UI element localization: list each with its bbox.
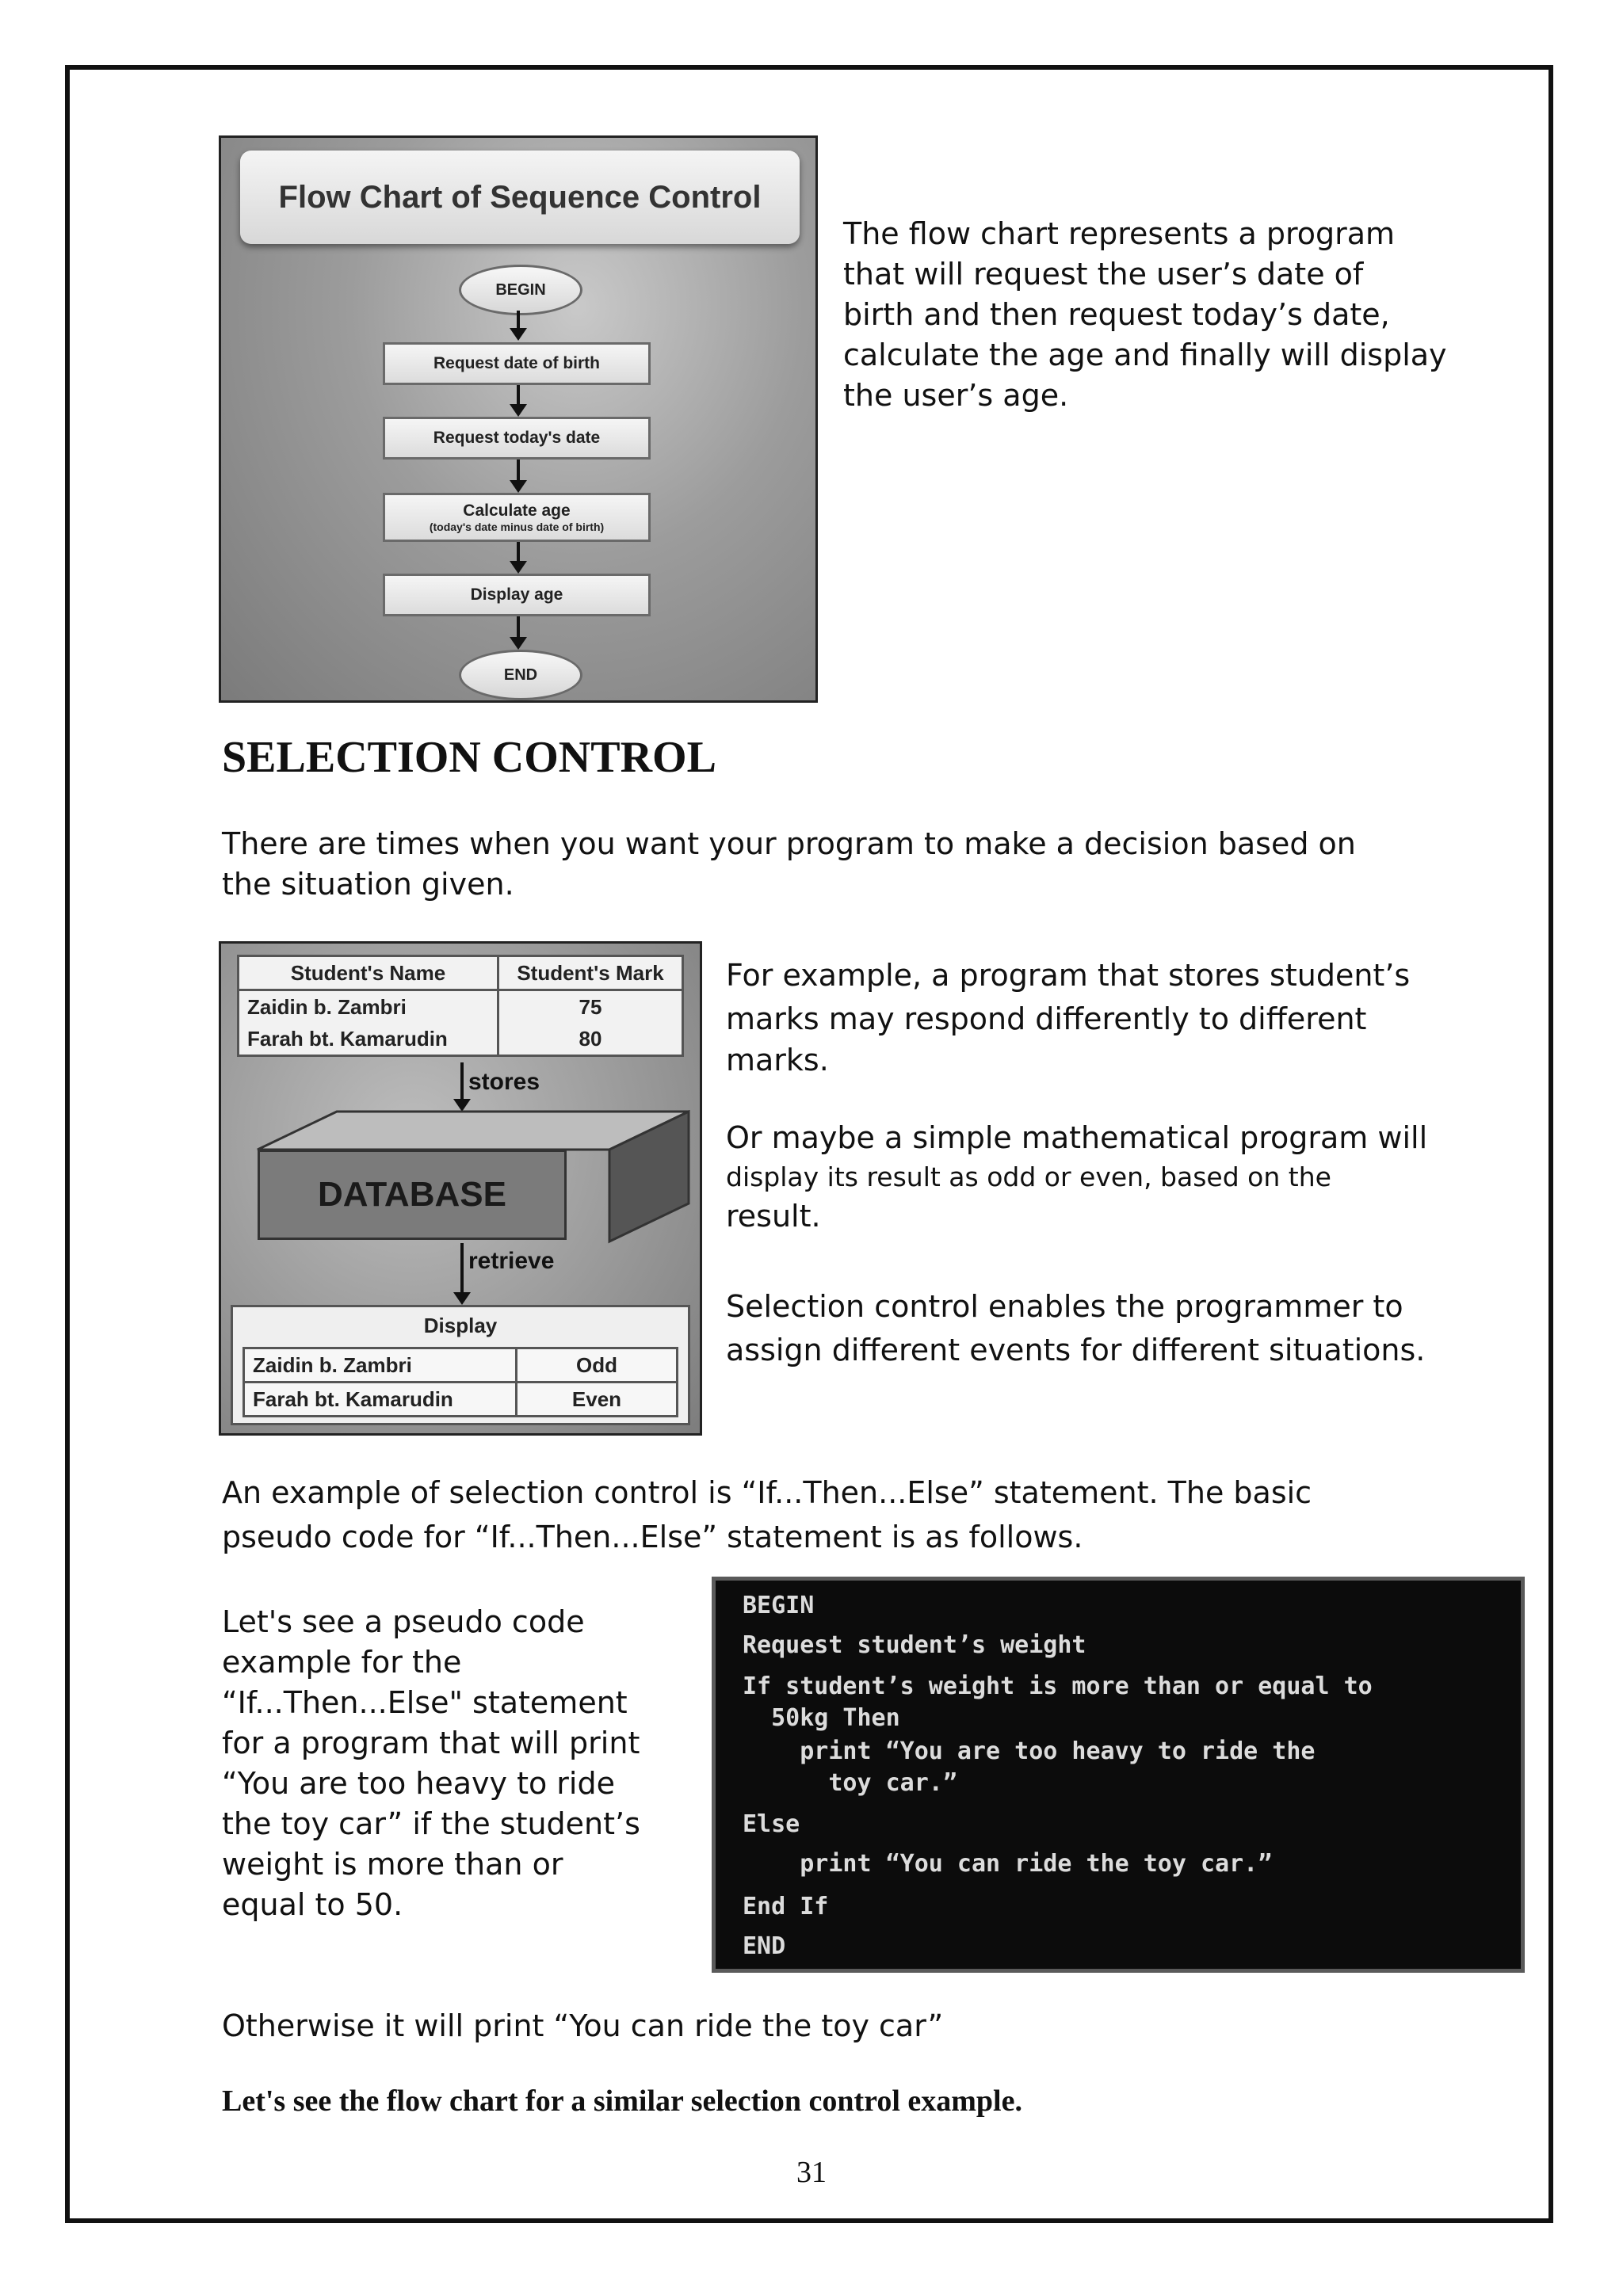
display-box bbox=[231, 1305, 690, 1425]
intro-paragraph bbox=[843, 214, 1525, 416]
example-line: marks. bbox=[726, 1043, 829, 1077]
arrow-down-icon bbox=[510, 480, 527, 493]
decision-line: There are times when you want your program to make a decision based on bbox=[222, 826, 1356, 861]
display-result-cell: Odd bbox=[517, 1348, 678, 1383]
letssee-line: Let's see a pseudo code bbox=[222, 1604, 585, 1639]
letssee-line: the toy car” if the student’s bbox=[222, 1806, 640, 1841]
flowchart-connector bbox=[517, 542, 520, 563]
student-mark-cell: 80 bbox=[498, 1023, 683, 1056]
display-result-cell: Even bbox=[517, 1383, 678, 1417]
flowchart-connector bbox=[517, 616, 520, 639]
decision-line: the situation given. bbox=[222, 867, 514, 902]
calculate-age-sublabel: (today's date minus date of birth) bbox=[429, 521, 605, 533]
flowchart-connector bbox=[517, 460, 520, 482]
table-row bbox=[244, 1348, 678, 1383]
flowchart-step-calculate-age bbox=[383, 493, 651, 542]
display-name-cell: Zaidin b. Zambri bbox=[244, 1348, 517, 1383]
flowchart-title: Flow Chart of Sequence Control bbox=[278, 179, 762, 215]
maybe-line: result. bbox=[726, 1199, 821, 1234]
arrow-down-icon bbox=[510, 404, 527, 417]
page-number: 31 bbox=[796, 2156, 827, 2189]
flowchart-step-request-today: Request today's date bbox=[383, 417, 651, 460]
sequence-flowchart-image bbox=[219, 135, 818, 703]
example-line: marks may respond differently to different bbox=[726, 1001, 1367, 1036]
flowchart-connector bbox=[517, 311, 520, 330]
flowchart-begin: BEGIN bbox=[459, 265, 582, 315]
example-paragraph bbox=[726, 954, 1526, 1079]
code-line: print “You can ride the toy car.” bbox=[743, 1850, 1273, 1878]
letssee-line: weight is more than or bbox=[222, 1847, 563, 1882]
intro-line: birth and then request today’s date, bbox=[843, 297, 1390, 332]
selection-line: Selection control enables the programmer to bbox=[726, 1289, 1403, 1324]
display-name-cell: Farah bt. Kamarudin bbox=[244, 1383, 517, 1417]
table-header-row bbox=[239, 956, 683, 990]
retrieve-label: retrieve bbox=[468, 1248, 555, 1274]
intro-line: calculate the age and finally will display bbox=[843, 338, 1447, 372]
code-line: toy car.” bbox=[743, 1769, 957, 1797]
example-line: For example, a program that stores student’s bbox=[726, 958, 1411, 993]
database-box-front: DATABASE bbox=[258, 1150, 567, 1240]
section-heading: SELECTION CONTROL bbox=[222, 733, 716, 782]
flowchart-step-display-age: Display age bbox=[383, 574, 651, 616]
ifthenelse-line: pseudo code for “If...Then...Else” statement is as follows. bbox=[222, 1520, 1083, 1554]
maybe-paragraph bbox=[726, 1117, 1526, 1236]
table-row bbox=[239, 990, 683, 1024]
code-line: Else bbox=[743, 1810, 800, 1838]
student-name-cell: Farah bt. Kamarudin bbox=[239, 1023, 498, 1056]
retrieve-connector bbox=[460, 1243, 464, 1295]
code-line: print “You are too heavy to ride the bbox=[743, 1737, 1316, 1765]
code-line: Request student’s weight bbox=[743, 1631, 1086, 1659]
letssee-line: example for the bbox=[222, 1645, 462, 1680]
table-row bbox=[244, 1383, 678, 1417]
stores-connector bbox=[460, 1062, 464, 1100]
flowchart-end: END bbox=[459, 650, 582, 700]
code-line: End If bbox=[743, 1893, 829, 1920]
otherwise-paragraph: Otherwise it will print “You can ride the toy car” bbox=[222, 2008, 944, 2043]
calculate-age-label: Calculate age bbox=[463, 502, 571, 520]
database-diagram-image bbox=[219, 941, 702, 1436]
flowchart-reference-note: Let's see the flow chart for a similar selection control example. bbox=[222, 2084, 1022, 2118]
code-line: 50kg Then bbox=[743, 1704, 900, 1732]
pseudo-code-image bbox=[712, 1577, 1525, 1973]
maybe-line: Or maybe a simple mathematical program will bbox=[726, 1120, 1428, 1155]
arrow-down-icon bbox=[510, 561, 527, 574]
arrow-down-icon bbox=[510, 328, 527, 341]
code-line: If student’s weight is more than or equal to bbox=[743, 1672, 1373, 1700]
display-title: Display bbox=[423, 1314, 498, 1337]
table-row bbox=[239, 1023, 683, 1056]
selection-paragraph bbox=[726, 1285, 1526, 1372]
letssee-line: equal to 50. bbox=[222, 1887, 403, 1922]
intro-line: the user’s age. bbox=[843, 378, 1069, 413]
decision-paragraph bbox=[222, 824, 1537, 905]
letssee-paragraph bbox=[222, 1602, 697, 1925]
intro-line: that will request the user’s date of bbox=[843, 257, 1364, 292]
column-header-mark: Student's Mark bbox=[498, 956, 683, 990]
stores-label: stores bbox=[468, 1069, 540, 1095]
ifthenelse-line: An example of selection control is “If...Then...Else” statement. The basic bbox=[222, 1475, 1312, 1510]
arrow-down-icon bbox=[510, 637, 527, 650]
maybe-line-small: display its result as odd or even, based on the bbox=[726, 1161, 1331, 1192]
flowchart-step-request-dob: Request date of birth bbox=[383, 342, 651, 385]
letssee-line: “You are too heavy to ride bbox=[222, 1766, 615, 1801]
intro-line: The flow chart represents a program bbox=[843, 216, 1396, 251]
ifthenelse-paragraph bbox=[222, 1470, 1537, 1559]
letssee-line: for a program that will print bbox=[222, 1726, 640, 1760]
student-marks-table bbox=[237, 955, 684, 1057]
flowchart-connector bbox=[517, 385, 520, 406]
code-line: END bbox=[743, 1932, 786, 1960]
student-mark-cell: 75 bbox=[498, 990, 683, 1024]
selection-line: assign different events for different situations. bbox=[726, 1333, 1426, 1367]
code-line: BEGIN bbox=[743, 1592, 815, 1619]
letssee-line: “If...Then...Else" statement bbox=[222, 1685, 628, 1720]
flowchart-title-banner bbox=[240, 151, 800, 244]
student-name-cell: Zaidin b. Zambri bbox=[239, 990, 498, 1024]
arrow-down-icon bbox=[453, 1292, 471, 1305]
display-results-table bbox=[242, 1347, 678, 1417]
column-header-name: Student's Name bbox=[239, 956, 498, 990]
